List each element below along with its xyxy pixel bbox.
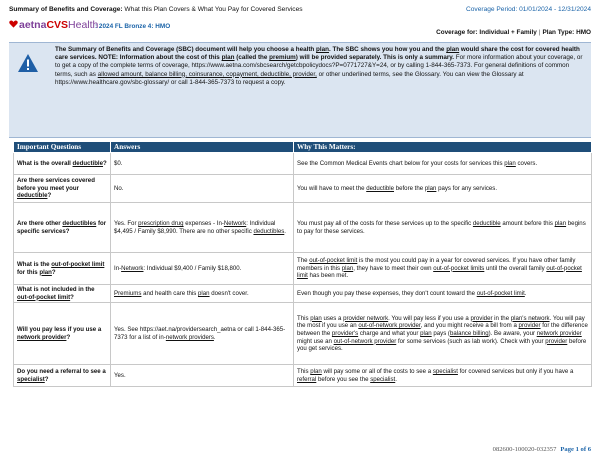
why-cell: See the Common Medical Events chart below for your costs for services this plan covers. — [294, 153, 592, 175]
why-cell: You will have to meet the deductible before the plan pays for any services. — [294, 175, 592, 203]
table-row — [14, 365, 592, 387]
notice-p3: would share the cost for covered health care services. NOTE: Information about the cost of this — [55, 46, 580, 62]
warning-icon — [17, 53, 39, 73]
brand-row — [9, 19, 591, 36]
sbc-header — [9, 6, 591, 18]
question-cell: What is the out-of-pocket limit for this plan? — [14, 253, 111, 285]
notice-text — [55, 46, 583, 87]
answer-cell: $0. — [111, 153, 294, 175]
notice-p4: (called the — [234, 54, 270, 62]
answer-cell: Premiums and health care this plan doesn't cover. — [111, 285, 294, 303]
notice-p2: . The SBC shows you how you and the — [328, 46, 447, 53]
notice-p5: ) will be provided separately. This is only a summary. — [295, 54, 455, 62]
question-cell: Do you need a referral to see a specialist? — [14, 365, 111, 387]
answer-cell: In-Network: Individual $9,400 / Family $18,800. — [111, 253, 294, 285]
heart-icon — [9, 20, 18, 28]
glossary-link-plan[interactable]: plan — [446, 46, 460, 53]
table-header-row — [14, 142, 592, 153]
question-cell: Will you pay less if you use a network provider? — [14, 303, 111, 365]
answer-cell: Yes. For prescription drug expenses - In-Network: Individual $4,495 / Family $8,990. There are no other specific deductibles. — [111, 203, 294, 253]
why-cell: The out-of-pocket limit is the most you could pay in a year for covered services. If you have other family members in this plan, they have to meet their own out-of-pocket limits until the overall family out-of-pocket limit has been met. — [294, 253, 592, 285]
table-row — [14, 203, 592, 253]
document-id: 082600-100020-032357 — [492, 446, 557, 453]
plan-type: Plan Type: HMO — [542, 29, 591, 36]
table-row — [14, 153, 592, 175]
logo-cvs: CVS — [46, 19, 69, 31]
coverage-for: Coverage for: Individual + Family — [436, 29, 537, 36]
sbc-title-bold: Summary of Benefits and Coverage: — [9, 6, 123, 13]
glossary-link-plan[interactable]: plan — [221, 54, 235, 62]
notice-n2: or other underlined terms, see the Glossary. You can view the Glossary at https://www.healthcare.gov/sbc-glossary/ or call 1-844-365-7373 to request a copy. — [55, 70, 524, 86]
why-cell: This plan will pay some or all of the costs to see a specialist for covered services but only if you have a referral before you see the specialist. — [294, 365, 592, 387]
why-cell: You must pay all of the costs for these services up to the specific deductible amount before this plan begins to pay for these services. — [294, 203, 592, 253]
plan-name: : 2024 FL Bronze 4: HMO — [95, 23, 171, 30]
page-number: Page 1 of 6 — [560, 446, 591, 453]
notice-n1: For more information about your coverage, or to get a copy of the complete terms of coverage, https://www.aetna.com/sbcsearch/getcbpolicydocs?P=0771727&Y=24, or by calling 1-844-365-7373. For general definitions of common terms, such as — [55, 54, 583, 78]
important-questions-table — [13, 141, 592, 387]
table-row — [14, 303, 592, 365]
question-cell: Are there other deductibles for specific services? — [14, 203, 111, 253]
answer-cell: No. — [111, 175, 294, 203]
sbc-title-rest: What this Plan Covers & What You Pay for Covered Services — [122, 6, 303, 13]
table-row — [14, 253, 592, 285]
glossary-link-plan[interactable]: plan — [316, 46, 329, 53]
question-cell: What is not included in the out-of-pocket limit? — [14, 285, 111, 303]
aetna-cvs-health-logo — [9, 19, 101, 31]
col-header-answers: Answers — [111, 142, 294, 153]
notice-p1: The Summary of Benefits and Coverage (SBC) document will help you choose a health — [55, 46, 317, 53]
question-cell: What is the overall deductible? — [14, 153, 111, 175]
glossary-link-premium[interactable]: premium — [269, 54, 296, 62]
coverage-info — [436, 29, 591, 36]
answer-cell: Yes. — [111, 365, 294, 387]
why-cell: Even though you pay these expenses, they don't count toward the out-of-pocket limit. — [294, 285, 592, 303]
glossary-terms[interactable]: allowed amount, balance billing, coinsurance, copayment, deductible, provider, — [97, 70, 317, 78]
coverage-separator: | — [538, 29, 541, 36]
page-footer — [493, 446, 591, 453]
col-header-questions: Important Questions — [14, 142, 111, 153]
answer-cell: Yes. See https://aet.na/providersearch_aetna or call 1-844-365-7373 for a list of in-network providers. — [111, 303, 294, 365]
question-cell: Are there services covered before you meet your deductible? — [14, 175, 111, 203]
table-row — [14, 175, 592, 203]
logo-aetna: aetna — [19, 19, 47, 31]
why-cell: This plan uses a provider network. You will pay less if you use a provider in the plan's network. You will pay the most if you use an out-of-network provider, and you might receive a bill from a provider for the difference between the provider's charge and what your plan pays (balance billing). Be aware, your network provider might use an out-of-network provider for some services (such as lab work). Check with your provider before you get services. — [294, 303, 592, 365]
sbc-notice-box — [9, 42, 591, 138]
coverage-period: Coverage Period: 01/01/2024 - 12/31/2024 — [465, 6, 591, 13]
col-header-why: Why This Matters: — [294, 142, 592, 153]
table-row — [14, 285, 592, 303]
logo-health: Health. — [68, 19, 102, 31]
